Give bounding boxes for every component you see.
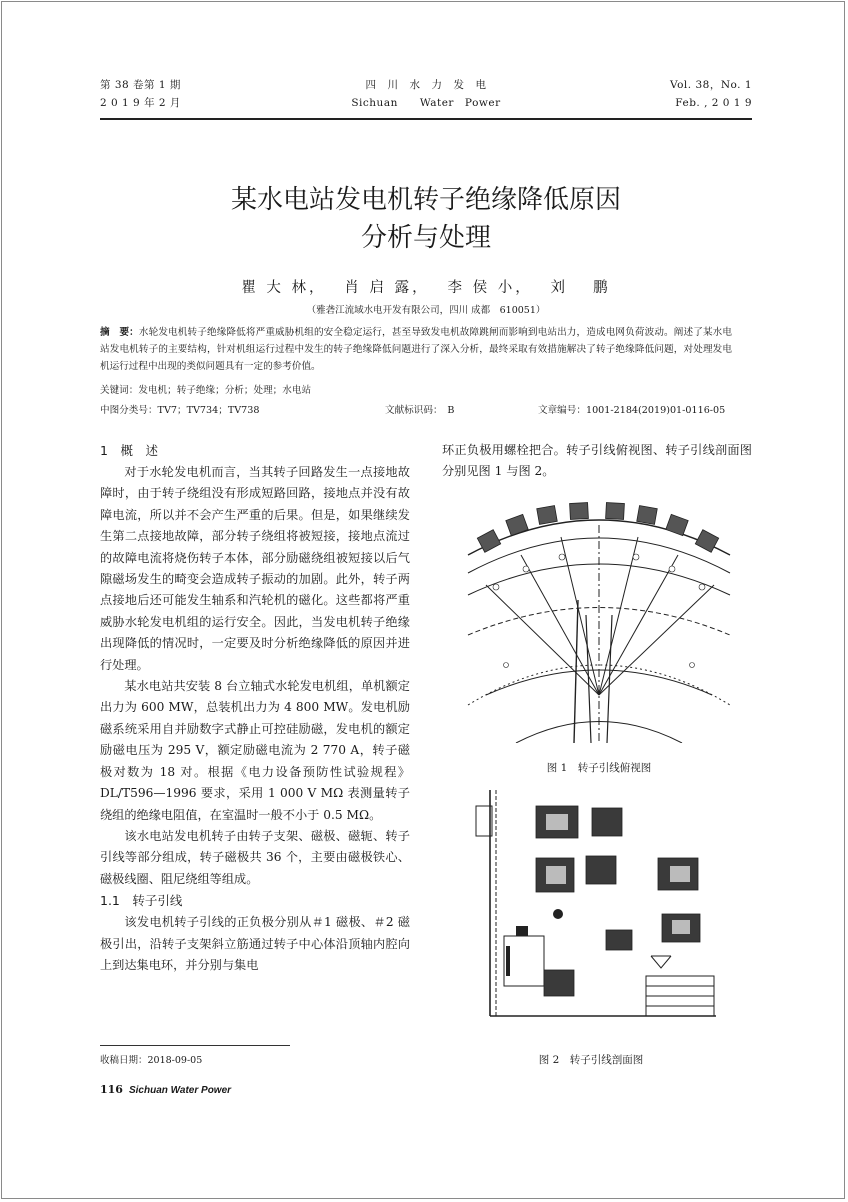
abstract-text: 水轮发电机转子绝缘降低将严重威胁机组的安全稳定运行，甚至导致发电机故障跳闸而影响到电站出力，造成电网负荷波动。阐述了某水电站发电机转子的主要结构，针对机组运行过程中发生的转子绝缘降低问题进行了深入分析，最终采取有效措施解决了转子绝缘降低问题，对处理发电机运行过程中出现的类似问题具有一定的参考价值。 bbox=[100, 327, 733, 372]
header-volume-en: Vol. 38，No. 1 bbox=[669, 79, 752, 91]
title-line-2: 分析与处理 bbox=[360, 223, 491, 253]
document-code: 文献标识码： B bbox=[385, 405, 455, 416]
figure-1-caption: 图 1 转子引线俯视图 bbox=[546, 762, 652, 774]
header-right bbox=[632, 76, 752, 112]
title-line-1: 某水电站发电机转子绝缘降低原因 bbox=[230, 185, 621, 215]
left-column bbox=[100, 440, 410, 976]
received-date: 收稿日期：2018-09-05 bbox=[100, 1055, 203, 1066]
figure-1-rotor-lead-top-view bbox=[466, 495, 732, 743]
header-journal-en: Sichuan Water Power bbox=[351, 97, 501, 109]
header-left bbox=[100, 76, 181, 112]
page-number: 116 bbox=[100, 1083, 123, 1096]
footnote-rule bbox=[100, 1045, 290, 1046]
paragraph: 环正负极用螺栓把合。转子引线俯视图、转子引线剖面图分别见图 1 与图 2。 bbox=[442, 443, 752, 479]
keywords: 关键词：发电机；转子绝缘；分析；处理；水电站 bbox=[100, 385, 312, 396]
page-folio bbox=[100, 1083, 231, 1096]
abstract-label: 摘 要： bbox=[100, 327, 139, 338]
section-1-heading: 1 概 述 bbox=[100, 443, 158, 458]
header-volume: 第 38 卷第 1 期 bbox=[100, 79, 181, 91]
classification: 中图分类号：TV7；TV734；TV738 bbox=[100, 405, 260, 416]
figure-2-caption: 图 2 转子引线剖面图 bbox=[538, 1054, 644, 1066]
figure-2-rotor-lead-section bbox=[466, 786, 716, 1030]
article-number: 文章编号：1001-2184(2019)01-0116-05 bbox=[538, 405, 726, 416]
paragraph: 某水电站共安装 8 台立轴式水轮发电机组，单机额定出力为 600 MW，总装机出力为 4 800 MW。发电机励磁系统采用自并励数字式静止可控硅励磁，发电机的额定励磁电压为 295 V，额定励磁电流为 2 770 A，转子磁极对数为 18 对。根据《电力设备预防性试验规程》DL/T596—1996 要求，采用 1 000 V MΩ 表测量转子绕组的绝缘电阻值，在室温时一般不小于 0.5 MΩ。 bbox=[100, 679, 410, 822]
journal-name: Sichuan Water Power bbox=[128, 1085, 232, 1096]
header-journal-cn: 四 川 水 力 发 电 bbox=[365, 79, 487, 91]
paragraph: 对于水轮发电机而言，当其转子回路发生一点接地故障时，由于转子绕组没有形成短路回路，接地点并没有故障电流，所以并不会产生严重的后果。但是，如果继续发生第二点接地故障，部分转子绕组将被短接，接地点流过的故障电流将烧伤转子本体，部分励磁绕组被短接以后气隙磁场发生的畸变会造成转子振动的加剧。此外，转子两点接地后还可能发生轴系和汽轮机的磁化。这些都将严重威胁水轮发电机组的运行安全。因此，当发电机转子绝缘出现降低的情况时，一定要及时分析绝缘降低的原因并进行处理。 bbox=[100, 465, 410, 672]
paragraph: 该水电站发电机转子由转子支架、磁极、磁轭、转子引线等部分组成，转子磁极共 36 个，主要由磁极铁心、磁极线圈、阻尼绕组等组成。 bbox=[100, 828, 410, 886]
header-rule bbox=[100, 118, 752, 120]
header-date-cn: 2 0 1 9 年 2 月 bbox=[100, 97, 181, 109]
paragraph: 该发电机转子引线的正负极分别从＃1 磁极、＃2 磁极引出，沿转子支架斜立筋通过转子中心体沿顶轴内腔向上到达集电环，并分别与集电 bbox=[100, 915, 410, 972]
right-column bbox=[442, 440, 752, 483]
header-center bbox=[320, 76, 532, 112]
authors: 瞿 大 林， 肖 启 露， 李 侯 小， 刘 鹏 bbox=[241, 280, 611, 296]
abstract bbox=[100, 324, 732, 375]
header-date-en: Feb. , 2 0 1 9 bbox=[675, 97, 752, 109]
affiliation: （雅砻江流域水电开发有限公司，四川 成都 610051） bbox=[306, 305, 546, 316]
section-1-1-heading: 1.1 转子引线 bbox=[100, 893, 183, 909]
